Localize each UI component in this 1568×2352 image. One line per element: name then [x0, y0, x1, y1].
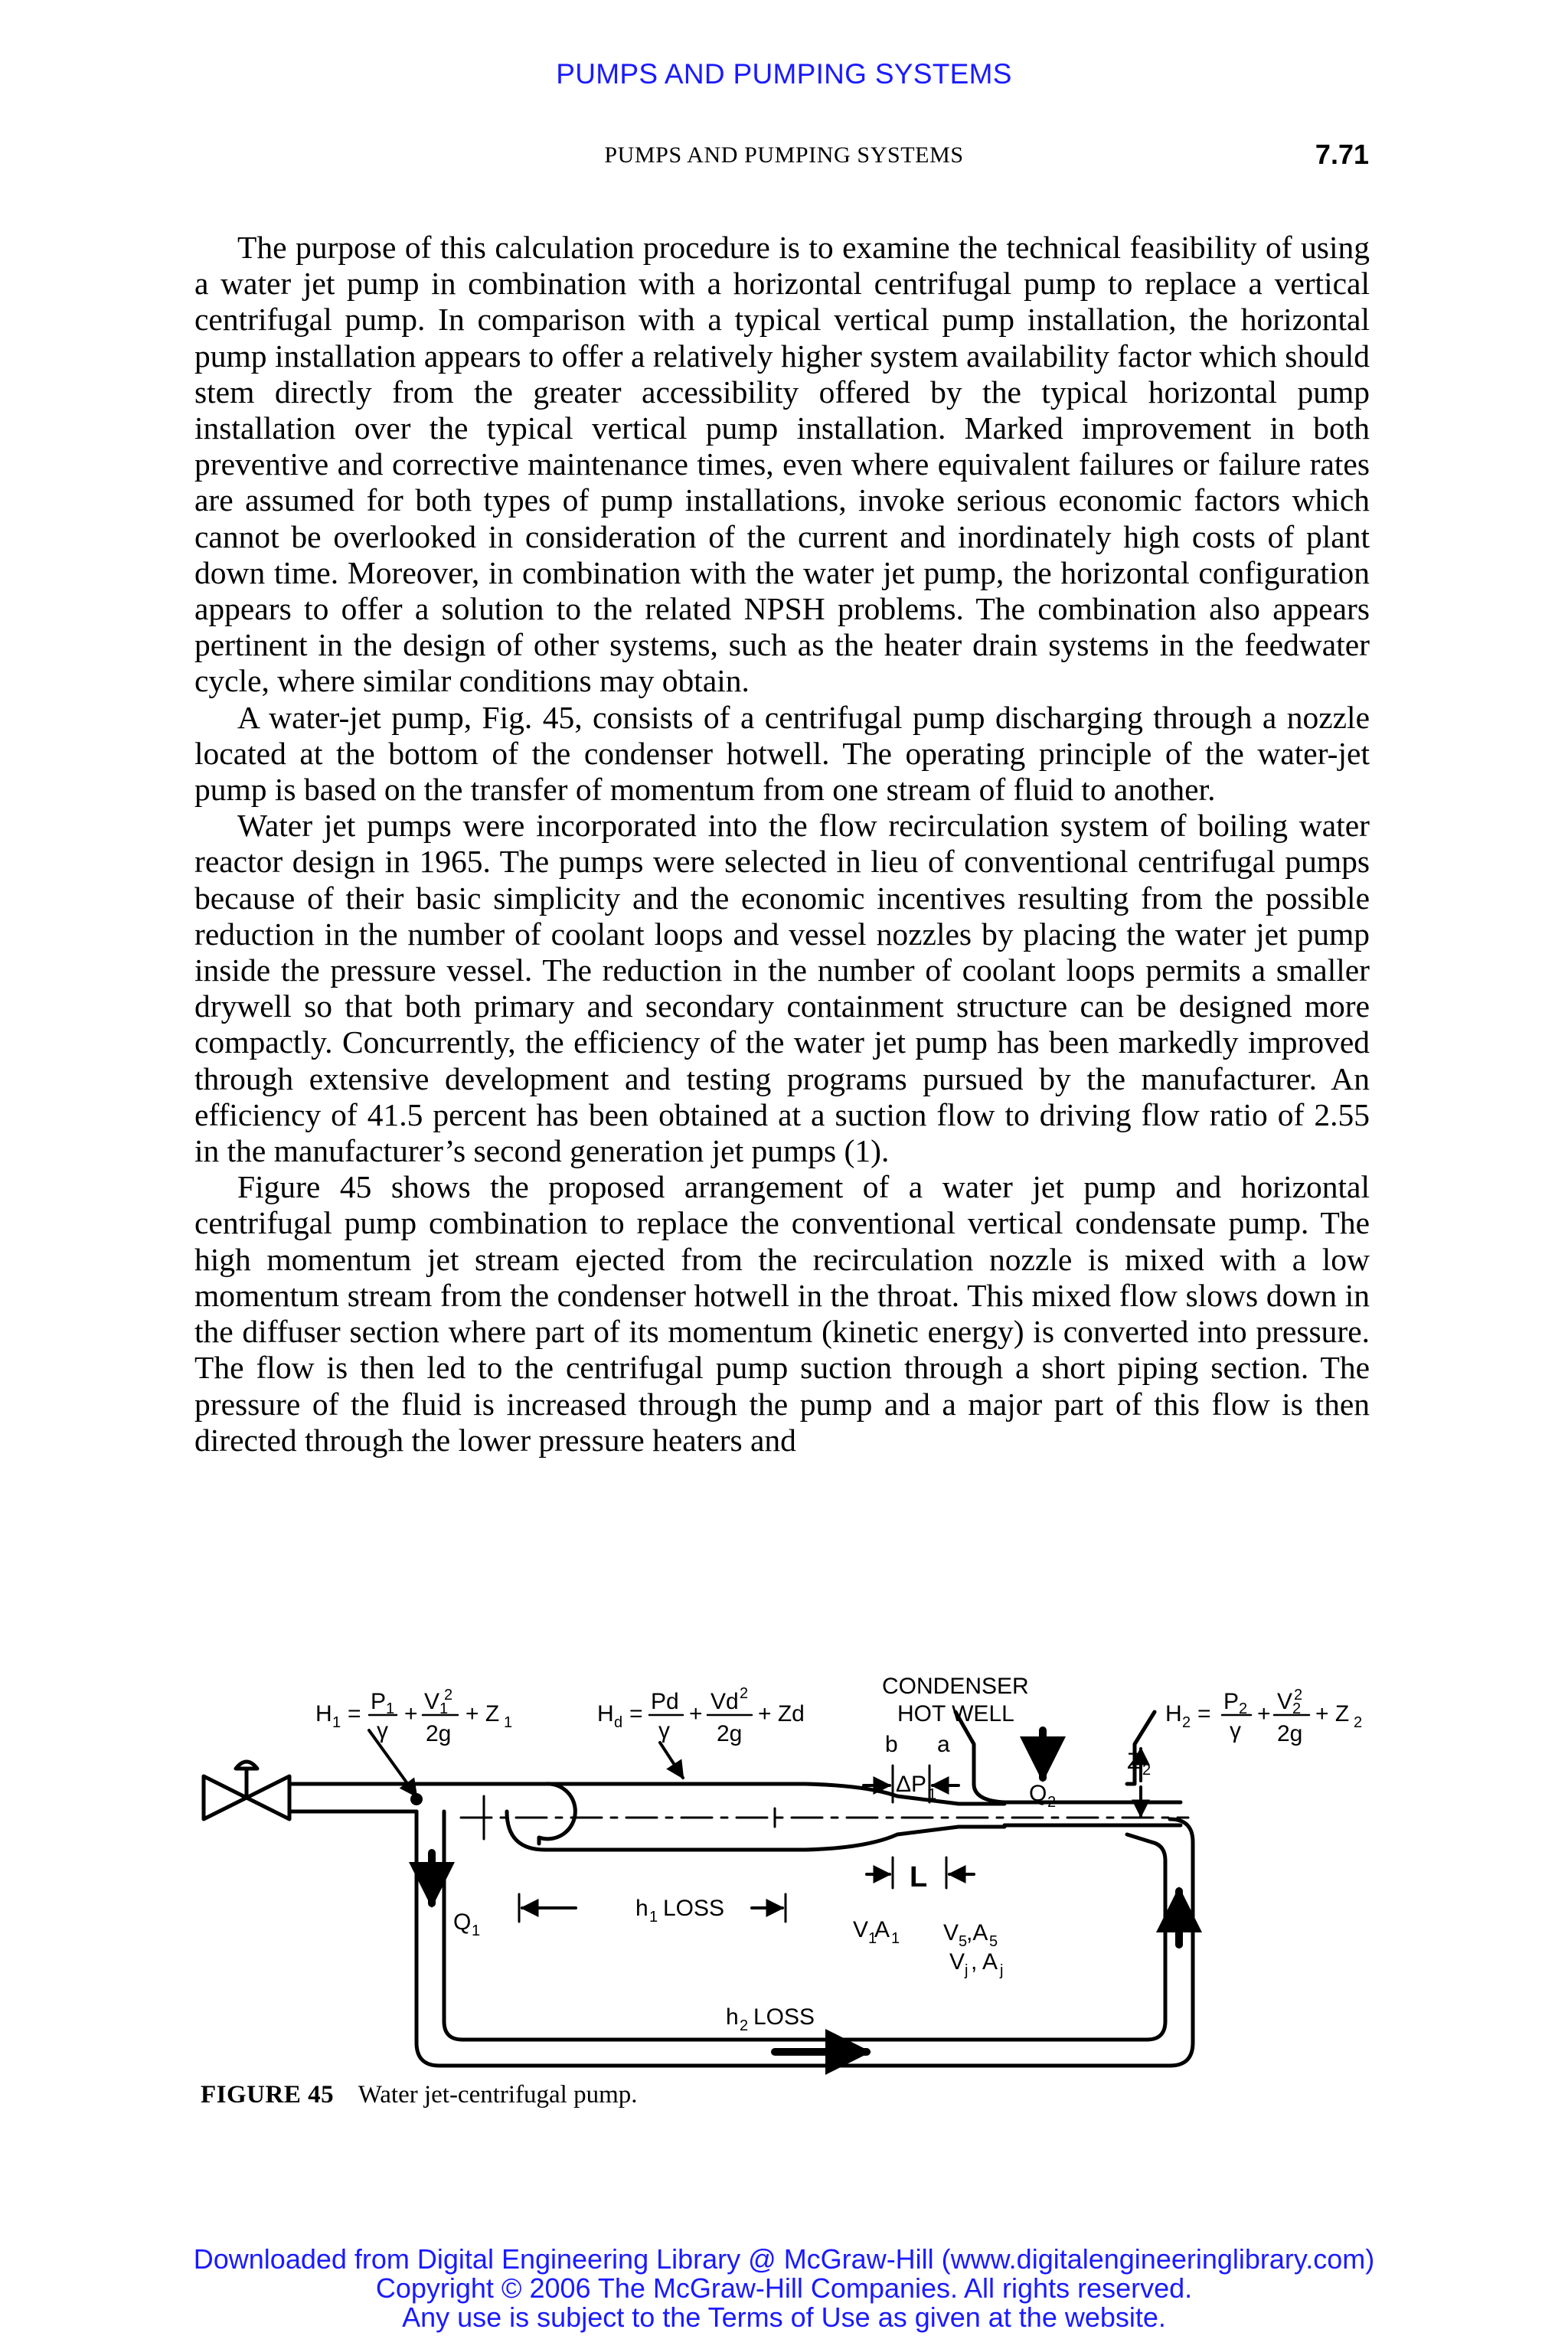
- body-text: [194, 230, 1370, 1459]
- svg-text:2: 2: [1354, 1714, 1363, 1731]
- svg-text:P: P: [1223, 1689, 1240, 1714]
- svg-text:+: +: [404, 1701, 418, 1726]
- svg-text:=: =: [1197, 1701, 1211, 1726]
- paragraph-2: A water-jet pump, Fig. 45, consists of a centrifugal pump discharging through a nozzle located at the bottom of the condenser hotwell. The operating principle of the water-jet pump is based on the transfer of momentum from one stream of fluid to another.: [194, 699, 1370, 808]
- svg-text:H: H: [315, 1701, 332, 1726]
- paragraph-3: Water jet pumps were incorporated into the flow recirculation system of boiling water reactor design in 1965. The pumps were selected in lieu of conventional centrifugal pumps because of their basic simplicity and the economic incentives resulting from the possible reduction in the number of coolant loops and vessel nozzles by placing the water jet pump inside the pressure vessel. The reduction in the number of coolant loops permits a smaller drywell so that both primary and secondary containment structure can be designed more compactly. Concurrently, the efficiency of the water jet pump has been markedly improved through extensive development and testing programs pursued by the manufacturer. An efficiency of 41.5 percent has been obtained at a suction flow to driving flow ratio of 2.55 in the manufacturer’s second generation jet pumps (1).: [194, 808, 1370, 1169]
- footer[interactable]: [0, 2245, 1568, 2332]
- svg-text:Pd: Pd: [651, 1689, 679, 1714]
- footer-line-2: Copyright © 2006 The McGraw-Hill Companies. All rights reserved.: [375, 2272, 1193, 2304]
- svg-text:V: V: [853, 1917, 869, 1942]
- svg-text:A: A: [874, 1917, 890, 1942]
- condenser-label: CONDENSER: [882, 1674, 1029, 1699]
- svg-text:V: V: [949, 1949, 965, 1975]
- svg-text:1: 1: [504, 1714, 513, 1731]
- svg-text:γ: γ: [1230, 1718, 1241, 1743]
- svg-text:Z: Z: [1127, 1749, 1142, 1774]
- point-b-label: b: [885, 1732, 898, 1757]
- svg-text:5: 5: [959, 1933, 968, 1950]
- figure-45: [193, 1669, 1387, 2082]
- svg-text:2g: 2g: [426, 1721, 452, 1746]
- q2-label: [1029, 1781, 1056, 1811]
- svg-text:d: d: [614, 1714, 623, 1731]
- svg-text:2: 2: [1182, 1714, 1191, 1731]
- svg-text:P: P: [371, 1689, 387, 1714]
- valve-icon: [204, 1762, 289, 1819]
- svg-text:+: +: [1257, 1701, 1271, 1726]
- svg-text:Q: Q: [1029, 1781, 1047, 1806]
- svg-text:Q: Q: [453, 1909, 472, 1935]
- svg-text:2: 2: [740, 1685, 749, 1702]
- figure-caption: [201, 2081, 638, 2109]
- z2-label: [1127, 1749, 1151, 1779]
- hot-well-label: HOT WELL: [897, 1701, 1014, 1726]
- equation-h2: [1165, 1687, 1362, 1746]
- svg-text:2: 2: [1239, 1700, 1248, 1717]
- svg-text:,A: ,A: [966, 1920, 988, 1945]
- svg-text:j: j: [1000, 1962, 1004, 1979]
- svg-text:2: 2: [740, 2017, 749, 2034]
- svg-text:, A: , A: [971, 1949, 998, 1975]
- svg-text:1: 1: [386, 1700, 395, 1717]
- svg-text:2: 2: [1047, 1794, 1057, 1811]
- svg-text:2: 2: [1142, 1762, 1152, 1779]
- svg-text:+ Z: + Z: [1315, 1701, 1350, 1726]
- l-label: L: [910, 1861, 928, 1893]
- svg-text:5: 5: [989, 1933, 998, 1950]
- centrifugal-pump: [539, 1784, 575, 1844]
- svg-text:LOSS: LOSS: [753, 2004, 815, 2030]
- svg-text:j: j: [965, 1962, 969, 1979]
- svg-text:+: +: [689, 1701, 703, 1726]
- figure-label: FIGURE 45: [201, 2081, 335, 2109]
- footer-line-1[interactable]: Downloaded from Digital Engineering Library @ McGraw-Hill (www.digitalengineeringlibrary.com): [193, 2243, 1375, 2275]
- svg-text:1: 1: [439, 1700, 449, 1717]
- svg-text:1: 1: [472, 1922, 481, 1939]
- top-banner[interactable]: PUMPS AND PUMPING SYSTEMS: [556, 58, 1012, 90]
- svg-text:2: 2: [1294, 1687, 1303, 1704]
- svg-text:h: h: [635, 1896, 648, 1921]
- svg-text:LOSS: LOSS: [663, 1896, 725, 1921]
- svg-text:2g: 2g: [717, 1721, 743, 1746]
- svg-text:2: 2: [1292, 1700, 1302, 1717]
- h1-loss-label: [635, 1896, 724, 1926]
- svg-text:V: V: [1277, 1689, 1293, 1714]
- point-a-label: a: [937, 1732, 950, 1757]
- svg-text:1: 1: [891, 1930, 900, 1947]
- v5a5-label: [943, 1920, 1003, 1979]
- svg-text:h: h: [726, 2004, 739, 2030]
- footer-line-3[interactable]: Any use is subject to the Terms of Use as given at the website.: [402, 2301, 1166, 2333]
- h2-loss-label: [726, 2004, 815, 2034]
- svg-text:=: =: [629, 1701, 643, 1726]
- figure-caption-text: Water jet-centrifugal pump.: [358, 2081, 638, 2109]
- paragraph-4: Figure 45 shows the proposed arrangement of a water jet pump and horizontal centrifugal pump combination to replace the conventional vertical condensate pump. The high momentum jet stream ejected from the recirculation nozzle is mixed with a low momentum stream from the condenser hotwell in the throat. This mixed flow slows down in the diffuser section where part of its momentum (kinetic energy) is converted into pressure. The flow is then led to the centrifugal pump suction through a short piping section. The pressure of the fluid is increased through the pump and a major part of this flow is then directed through the lower pressure heaters and: [194, 1169, 1370, 1458]
- svg-text:2g: 2g: [1277, 1721, 1303, 1746]
- svg-text:=: =: [348, 1701, 361, 1726]
- svg-text:1: 1: [332, 1714, 341, 1731]
- svg-text:H: H: [597, 1701, 614, 1726]
- equation-h1: [315, 1687, 512, 1746]
- svg-text:γ: γ: [658, 1718, 670, 1743]
- svg-text:V: V: [424, 1689, 440, 1714]
- page-number: 7.71: [1315, 139, 1369, 170]
- svg-text:ΔP: ΔP: [896, 1772, 927, 1797]
- svg-text:H: H: [1165, 1701, 1182, 1726]
- v1a1-label: [853, 1917, 900, 1947]
- paragraph-1: The purpose of this calculation procedure is to examine the technical feasibility of using a water jet pump in combination with a horizontal centrifugal pump to replace a vertical centrifugal pump. In comparison with a typical vertical pump installation, the horizontal pump installation appears to offer a relatively higher system availability factor which should stem directly from the greater accessibility offered by the typical horizontal pump installation over the typical vertical pump installation. Marked improvement in both preventive and corrective maintenance times, even where equivalent failures or failure rates are assumed for both types of pump installations, invoke serious economic factors which cannot be overlooked in consideration of the current and inordinately high costs of plant down time. Moreover, in combination with the water jet pump, the horizontal configuration appears to offer a solution to the related NPSH problems. The combination also appears pertinent in the design of other systems, such as the heater drain systems in the feedwater cycle, where similar conditions may obtain.: [194, 230, 1370, 699]
- svg-text:γ: γ: [377, 1718, 388, 1743]
- svg-text:+ Zd: + Zd: [758, 1701, 805, 1726]
- svg-text:Vd: Vd: [710, 1689, 739, 1714]
- svg-text:2: 2: [444, 1687, 453, 1704]
- svg-text:1: 1: [928, 1786, 937, 1803]
- svg-text:+ Z: + Z: [466, 1701, 500, 1726]
- jet-pump-diagram: [193, 1669, 1387, 2082]
- running-head: PUMPS AND PUMPING SYSTEMS: [604, 142, 964, 168]
- q1-label: [453, 1909, 480, 1939]
- svg-text:V: V: [943, 1920, 959, 1945]
- svg-text:1: 1: [868, 1930, 877, 1947]
- svg-text:1: 1: [649, 1909, 658, 1926]
- equation-hd: [597, 1685, 805, 1746]
